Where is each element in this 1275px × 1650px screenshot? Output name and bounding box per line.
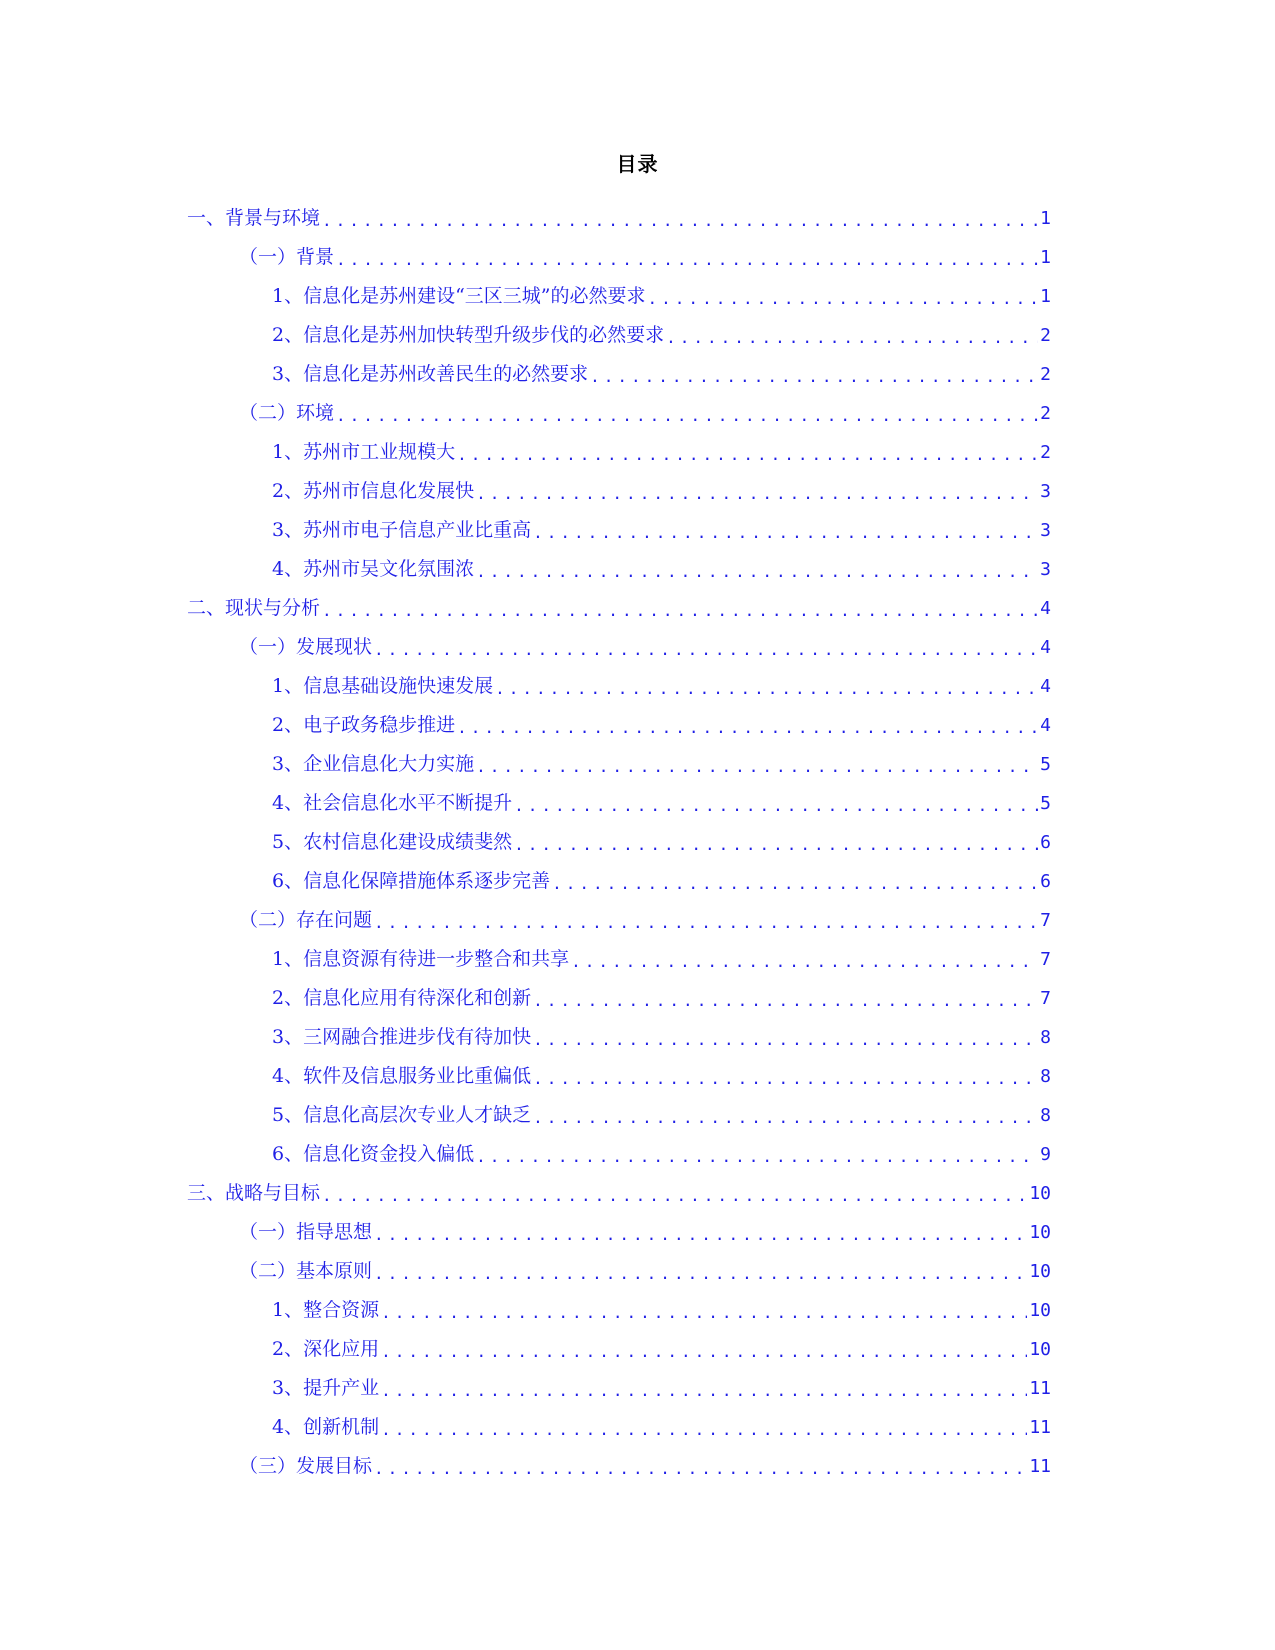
toc-page-number: 11 (1029, 1417, 1051, 1438)
toc-page-number: 11 (1029, 1378, 1051, 1399)
toc-entry-label: 4、苏州市吴文化氛围浓 (272, 558, 475, 580)
toc-dot-leader (476, 552, 1038, 591)
toc-page-number: 10 (1029, 1261, 1051, 1282)
toc-dot-leader (336, 396, 1038, 435)
toc-entry[interactable] (0, 199, 1275, 238)
toc-page-number: 10 (1029, 1339, 1051, 1360)
toc-page-number: 10 (1029, 1183, 1051, 1204)
toc-entry[interactable] (0, 277, 1275, 316)
toc-entry[interactable] (0, 1330, 1275, 1369)
toc-entry[interactable] (0, 940, 1275, 979)
toc-dot-leader (666, 318, 1038, 357)
toc-entry-label: （二）环境 (239, 402, 335, 424)
toc-entry[interactable] (0, 667, 1275, 706)
toc-entry-label: 3、企业信息化大力实施 (272, 753, 475, 775)
toc-page-number: 5 (1040, 793, 1051, 814)
toc-page-number: 6 (1040, 832, 1051, 853)
toc-entry-label: 5、信息化高层次专业人才缺乏 (272, 1104, 532, 1126)
toc-dot-leader (374, 1215, 1027, 1254)
toc-page-number: 4 (1040, 637, 1051, 658)
toc-entry[interactable] (0, 1213, 1275, 1252)
toc-entry[interactable] (0, 238, 1275, 277)
toc-page-number: 5 (1040, 754, 1051, 775)
toc-page-number: 2 (1040, 364, 1051, 385)
toc-dot-leader (533, 513, 1038, 552)
toc-entry[interactable] (0, 1057, 1275, 1096)
toc-dot-leader (476, 1137, 1038, 1176)
toc-entry[interactable] (0, 784, 1275, 823)
table-of-contents (0, 199, 1275, 1486)
toc-entry[interactable] (0, 1018, 1275, 1057)
toc-page-number: 9 (1040, 1144, 1051, 1165)
toc-entry-label: 4、社会信息化水平不断提升 (272, 792, 513, 814)
toc-entry[interactable] (0, 1369, 1275, 1408)
toc-entry-label: （二）基本原则 (239, 1260, 373, 1282)
toc-entry[interactable] (0, 1135, 1275, 1174)
toc-dot-leader (533, 981, 1038, 1020)
toc-entry[interactable] (0, 1408, 1275, 1447)
toc-page-number: 1 (1040, 286, 1051, 307)
toc-dot-leader (571, 942, 1038, 981)
toc-entry[interactable] (0, 472, 1275, 511)
toc-entry-label: 1、信息资源有待进一步整合和共享 (272, 948, 570, 970)
toc-dot-leader (476, 747, 1038, 786)
toc-entry-label: 3、信息化是苏州改善民生的必然要求 (272, 363, 589, 385)
toc-entry[interactable] (0, 394, 1275, 433)
toc-entry[interactable] (0, 1252, 1275, 1291)
toc-page-number: 8 (1040, 1027, 1051, 1048)
toc-page-number: 7 (1040, 988, 1051, 1009)
toc-dot-leader (374, 1449, 1027, 1488)
toc-page-number: 3 (1040, 481, 1051, 502)
toc-page-number: 1 (1040, 247, 1051, 268)
toc-page-number: 10 (1029, 1300, 1051, 1321)
toc-entry-label: 6、信息化保障措施体系逐步完善 (272, 870, 551, 892)
toc-page-number: 1 (1040, 208, 1051, 229)
toc-page-number: 3 (1040, 520, 1051, 541)
toc-page-number: 11 (1029, 1456, 1051, 1477)
toc-entry-label: 3、苏州市电子信息产业比重高 (272, 519, 532, 541)
toc-page-number: 8 (1040, 1066, 1051, 1087)
toc-entry-label: 4、软件及信息服务业比重偏低 (272, 1065, 532, 1087)
toc-entry-label: （一）背景 (239, 246, 335, 268)
toc-entry-label: 2、电子政务稳步推进 (272, 714, 456, 736)
toc-dot-leader (381, 1332, 1027, 1371)
toc-dot-leader (374, 1254, 1027, 1293)
toc-dot-leader (533, 1020, 1038, 1059)
toc-page-number: 6 (1040, 871, 1051, 892)
toc-entry-label: 1、苏州市工业规模大 (272, 441, 456, 463)
toc-dot-leader (533, 1059, 1038, 1098)
toc-dot-leader (552, 864, 1038, 903)
toc-entry-label: 2、深化应用 (272, 1338, 380, 1360)
toc-entry-label: 2、信息化应用有待深化和创新 (272, 987, 532, 1009)
toc-entry[interactable] (0, 433, 1275, 472)
toc-dot-leader (322, 1176, 1027, 1215)
toc-dot-leader (514, 825, 1038, 864)
toc-entry[interactable] (0, 901, 1275, 940)
toc-entry-label: （三）发展目标 (239, 1455, 373, 1477)
toc-entry[interactable] (0, 1291, 1275, 1330)
toc-entry[interactable] (0, 1096, 1275, 1135)
toc-page-number: 2 (1040, 325, 1051, 346)
toc-entry-label: 1、信息化是苏州建设“三区三城”的必然要求 (272, 285, 646, 307)
toc-dot-leader (374, 903, 1038, 942)
toc-page-number: 7 (1040, 910, 1051, 931)
toc-dot-leader (322, 591, 1038, 630)
toc-dot-leader (457, 708, 1038, 747)
toc-page-number: 2 (1040, 403, 1051, 424)
toc-entry-label: 3、提升产业 (272, 1377, 380, 1399)
toc-page-number: 4 (1040, 598, 1051, 619)
toc-entry[interactable] (0, 823, 1275, 862)
toc-dot-leader (381, 1293, 1027, 1332)
toc-entry[interactable] (0, 511, 1275, 550)
toc-entry-label: 1、整合资源 (272, 1299, 380, 1321)
toc-page-number: 7 (1040, 949, 1051, 970)
toc-entry-label: 4、创新机制 (272, 1416, 380, 1438)
toc-entry-label: （一）指导思想 (239, 1221, 373, 1243)
toc-page-number: 8 (1040, 1105, 1051, 1126)
toc-entry-label: 二、现状与分析 (187, 597, 321, 619)
toc-entry-label: 3、三网融合推进步伐有待加快 (272, 1026, 532, 1048)
toc-dot-leader (533, 1098, 1038, 1137)
toc-dot-leader (336, 240, 1038, 279)
toc-entry[interactable] (0, 706, 1275, 745)
toc-entry-label: 6、信息化资金投入偏低 (272, 1143, 475, 1165)
toc-entry[interactable] (0, 550, 1275, 589)
toc-title: 目录 (616, 152, 659, 176)
toc-entry[interactable] (0, 1447, 1275, 1486)
toc-entry-label: 三、战略与目标 (187, 1182, 321, 1204)
toc-entry[interactable] (0, 862, 1275, 901)
toc-entry[interactable] (0, 589, 1275, 628)
toc-entry[interactable] (0, 979, 1275, 1018)
toc-entry[interactable] (0, 316, 1275, 355)
toc-page-number: 2 (1040, 442, 1051, 463)
toc-dot-leader (495, 669, 1038, 708)
toc-entry-label: （一）发展现状 (239, 636, 373, 658)
toc-dot-leader (381, 1371, 1027, 1410)
toc-dot-leader (590, 357, 1038, 396)
toc-page-number: 10 (1029, 1222, 1051, 1243)
toc-entry[interactable] (0, 355, 1275, 394)
toc-page-number: 4 (1040, 715, 1051, 736)
toc-entry-label: （二）存在问题 (239, 909, 373, 931)
toc-entry-label: 1、信息基础设施快速发展 (272, 675, 494, 697)
toc-entry[interactable] (0, 1174, 1275, 1213)
toc-dot-leader (381, 1410, 1027, 1449)
toc-page-number: 3 (1040, 559, 1051, 580)
toc-dot-leader (322, 201, 1038, 240)
toc-dot-leader (457, 435, 1038, 474)
toc-dot-leader (374, 630, 1038, 669)
toc-dot-leader (514, 786, 1038, 825)
toc-entry[interactable] (0, 628, 1275, 667)
toc-dot-leader (476, 474, 1038, 513)
toc-entry-label: 5、农村信息化建设成绩斐然 (272, 831, 513, 853)
toc-entry-label: 一、背景与环境 (187, 207, 321, 229)
toc-dot-leader (648, 279, 1039, 318)
toc-entry-label: 2、苏州市信息化发展快 (272, 480, 475, 502)
toc-entry[interactable] (0, 745, 1275, 784)
toc-entry-label: 2、信息化是苏州加快转型升级步伐的必然要求 (272, 324, 665, 346)
toc-page-number: 4 (1040, 676, 1051, 697)
